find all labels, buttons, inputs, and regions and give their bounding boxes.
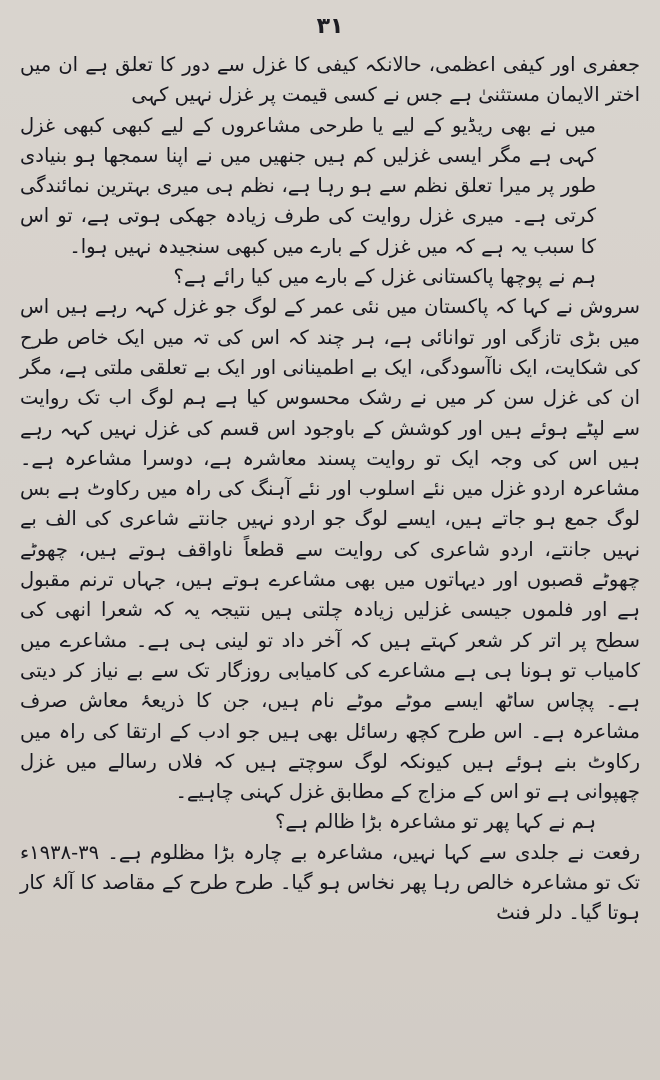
paragraph-5: ہم نے کہا پھر تو مشاعرہ بڑا ظالم ہے؟ — [275, 810, 596, 834]
page-number: ۳۱ — [316, 14, 344, 39]
paragraph-4: سروش نے کہا کہ پاکستان میں نئی عمر کے لوگ جو غزل کہہ رہے ہیں اس میں بڑی تازگی اور توانائی ہے، ہر چند کہ اس کی تہ میں ایک خاص طرح کی شکایت، ایک ناآسودگی، ایک بے اطمینانی اور ایک بے تعلقی ملتی ہے، مگر ان کی غزل سن کر میں نے رشک محسوس کیا ہے ہم لوگ اب تک روایت سے لپٹے ہوئے ہیں اور کوشش کے باوجود اس قسم کی غزل نہیں کہہ رہے ہیں اس کی وجہ ایک تو روایت پسند معاشرہ ہے، دوسرا مشاعرہ ہے۔ مشاعرہ اردو غزل میں نئے اسلوب اور نئے آہنگ کی راہ میں رکاوٹ ہے بس لوگ جمع ہو جاتے ہیں، ایسے لوگ جو اردو نہیں جانتے شاعری کی الف بے نہیں جانتے، اردو شاعری کی روایت سے قطعاً ناواقف ہوتے ہیں، چھوٹے چھوٹے قصبوں اور دیہاتوں میں بھی مشاعرے ہوتے ہیں، جہاں ترنم مقبول ہے اور فلموں جیسی غزلیں زیادہ چلتی ہیں نتیجہ یہ کہ شعرا انھی کی سطح پر اتر کر شعر کہتے ہیں کہ آخر داد تو لینی ہی ہے۔ مشاعرے میں کامیاب تو ہونا ہی ہے مشاعرے کی کامیابی روزگار تک سے بے نیاز کر دیتی ہے۔ پچاس ساٹھ ایسے موٹے موٹے نام ہیں، جن کا ذریعۂ معاش صرف مشاعرہ ہے۔ اس طرح کچھ رسائل بھی ہیں جو ادب کے ارتقا کی راہ میں رکاوٹ بنے ہوئے ہیں کیونکہ لوگ سوچتے ہیں کہ فلاں رسالے میں غزل چھپوانی ہے تو اس کے مزاج کے مطابق غزل کہنی چاہیے۔ — [20, 295, 640, 804]
body-text — [20, 50, 640, 929]
paragraph-6: رفعت نے جلدی سے کہا نہیں، مشاعرہ بے چارہ بڑا مظلوم ہے۔ ۳۹-۱۹۳۸ء تک تو مشاعرہ خالص رہا پھر نخاس ہو گیا۔ طرح طرح کے مقاصد کا آلۂ کار ہوتا گیا۔ دلر فنٹ — [20, 840, 640, 925]
paragraph-3: ہم نے پوچھا پاکستانی غزل کے بارے میں کیا رائے ہے؟ — [173, 265, 596, 289]
paragraph-2: میں نے بھی ریڈیو کے لیے یا طرحی مشاعروں کے لیے کبھی کبھی غزل کہی ہے مگر ایسی غزلیں کم ہیں جنھیں میں نے اپنا سمجھا ہو بنیادی طور پر میرا تعلق نظم سے ہو رہا ہے، نظم ہی میری بہترین نمائندگی کرتی ہے۔ میری غزل روایت کی طرف زیادہ جھکی ہوتی ہے، تو اس کا سبب یہ ہے کہ میں غزل کے بارے میں کبھی سنجیدہ نہیں ہوا۔ — [20, 113, 596, 258]
paragraph-1: جعفری اور کیفی اعظمی، حالانکہ کیفی کا غزل سے دور کا تعلق ہے ان میں اختر الایمان مستثنیٰ ہے جس نے کسی قیمت پر غزل نہیں کہی — [20, 53, 640, 107]
